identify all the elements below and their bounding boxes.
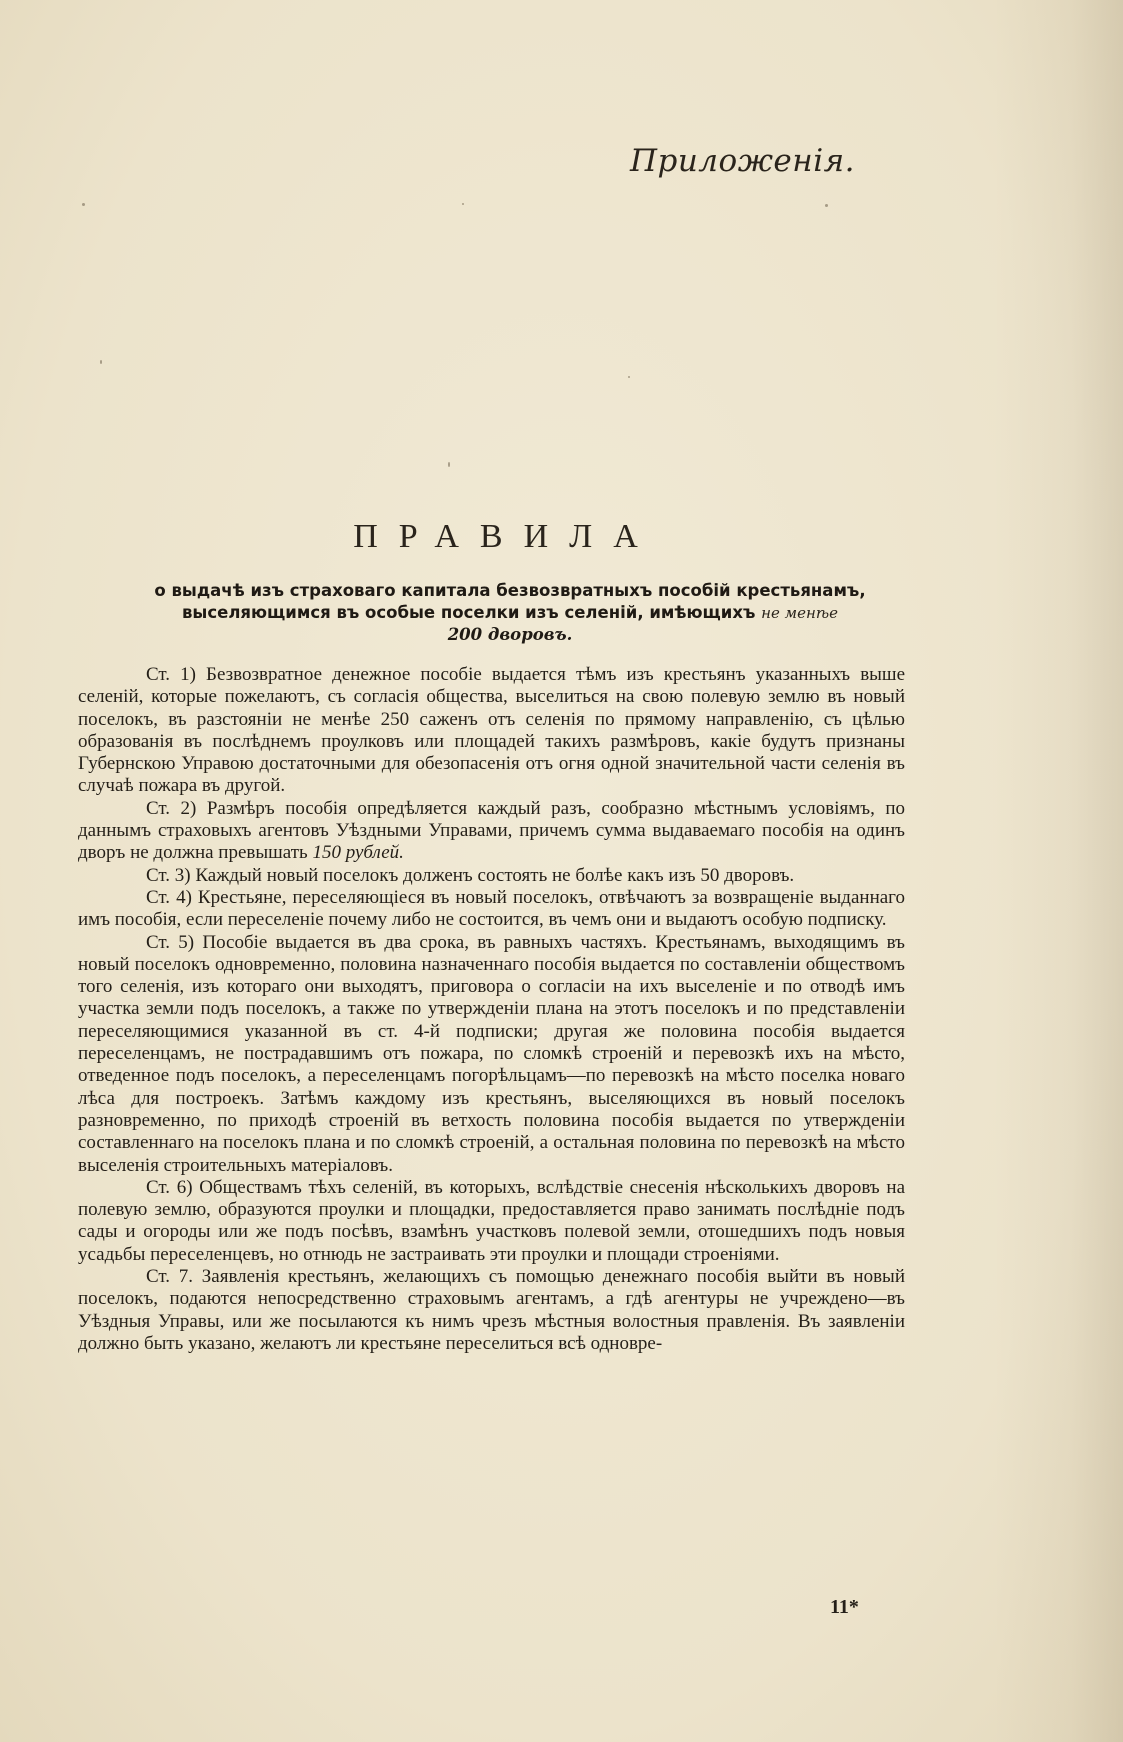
paper-speck — [628, 376, 630, 378]
paper-speck — [100, 360, 102, 364]
document-subtitle — [60, 580, 960, 646]
page-number: 11* — [830, 1596, 859, 1618]
article-2-text: Ст. 2) Размѣръ пособія опредѣляется каждый разъ, сообразно мѣстнымъ условіямъ, по даннымъ страховыхъ агентовъ Уѣздными Управами, причемъ сумма выдаваемаго пособія на одинъ дворъ не должна превышать — [78, 797, 905, 864]
subtitle-line-1: о выдачѣ изъ страховаго капитала безвозвратныхъ пособій крестьянамъ, — [154, 581, 866, 600]
subtitle-line-2 — [60, 602, 960, 624]
article-5: Ст. 5) Пособіе выдается въ два срока, въ равныхъ частяхъ. Крестьянамъ, выходящимъ въ новый поселокъ одновременно, половина назначеннаго пособія выдается по составленіи обществомъ того селенія, изъ котораго они выходятъ, приговора о согласіи на ихъ выселеніе и по отводѣ имъ участка земли подъ поселокъ, а также по утвержденіи плана на этотъ поселокъ и по представленіи переселяющимися указанной въ ст. 4-й подписки; другая же половина пособія выдается переселенцамъ, не пострадавшимъ отъ пожара, по сломкѣ строеній и перевозкѣ ихъ на мѣсто, отведенное подъ поселокъ, а переселенцамъ погорѣльцамъ—по перевозкѣ на мѣсто поселка новаго лѣса для построекъ. Затѣмъ каждому изъ крестьянъ, выселяющихся въ новый поселокъ разновременно, по приходѣ строеній въ ветхость половина пособія выдается по утвержденіи составленнаго на поселокъ плана и по сломкѣ строеній, а остальная половина по перевозкѣ на мѣсто выселенія строительныхъ матеріаловъ. — [78, 931, 905, 1176]
document-body — [78, 664, 905, 1355]
article-1: Ст. 1) Безвозвратное денежное пособіе выдается тѣмъ изъ крестьянъ указанныхъ выше селеній, которые пожелаютъ, съ согласія общества, выселиться на свою полевую землю въ новый поселокъ, въ разстояніи не менѣе 250 саженъ отъ селенія по прямому направленію, съ цѣлью образованія въ послѣднемъ проулковъ или площадей такихъ размѣровъ, какіе будутъ признаны Губернскою Управою достаточными для обезопасенія отъ огня одной значительной части селенія въ случаѣ пожара въ другой. — [78, 664, 905, 797]
article-2-amount: 150 рублей. — [312, 842, 404, 864]
paper-speck — [462, 203, 464, 205]
paper-speck — [82, 203, 85, 206]
section-header: Приложенія. — [629, 143, 855, 179]
subtitle-line-2-main: выселяющимся въ особые поселки изъ селеній, имѣющихъ — [181, 603, 756, 622]
subtitle-line-2-italic: не менѣе — [761, 604, 838, 622]
paper-speck — [448, 462, 450, 467]
article-4: Ст. 4) Крестьяне, переселяющіеся въ новый поселокъ, отвѣчаютъ за возвращеніе выданнаго имъ пособія, если переселеніе почему либо не состоится, въ чемъ они и выдаютъ особую подписку. — [78, 886, 905, 931]
document-title: ПРАВИЛА — [353, 518, 659, 555]
article-2 — [78, 798, 905, 865]
paper-speck — [825, 204, 828, 207]
article-6: Ст. 6) Обществамъ тѣхъ селеній, въ которыхъ, вслѣдствіе снесенія нѣсколькихъ дворовъ на полевую землю, образуются проулки и площадки, предоставляется право занимать послѣдніе подъ сады и огороды или же подъ посѣвъ, взамѣнъ участковъ полевой земли, отошедшихъ подъ новыя усадьбы переселенцевъ, но отнюдь не застраивать эти проулки и площади строеніями. — [78, 1176, 905, 1265]
article-7: Ст. 7. Заявленія крестьянъ, желающихъ съ помощью денежнаго пособія выйти въ новый поселокъ, подаются непосредственно страховымъ агентамъ, а гдѣ агентуры не учреждено—въ Уѣздныя Управы, или же посылаются къ нимъ чрезъ мѣстныя волостныя правленія. Въ заявленіи должно быть указано, желаютъ ли крестьяне переселиться всѣ одновре- — [78, 1266, 905, 1354]
article-3: Ст. 3) Каждый новый поселокъ долженъ состоять не болѣе какъ изъ 50 дворовъ. — [146, 864, 795, 886]
subtitle-line-3: 200 дворовъ. — [447, 625, 573, 644]
page-gutter-shadow — [993, 0, 1123, 1742]
